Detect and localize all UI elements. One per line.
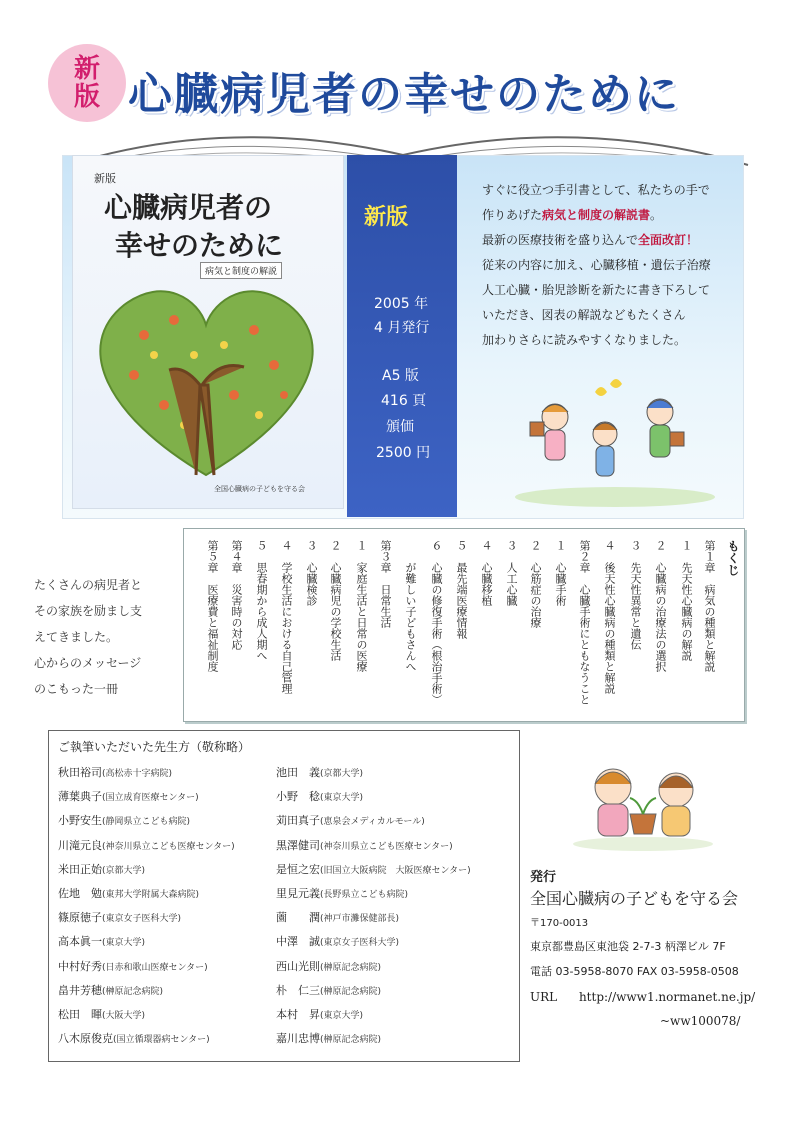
message-line-5: のこもった一冊 [34,682,119,696]
author-name: 小野 稔 [276,790,320,804]
description-line-6: いただき、図表の解説などもたくさん [482,308,686,322]
description-text: 最新の医療技術を盛り込んで [482,233,639,247]
description-line-2 [482,206,662,223]
author-affiliation: (国立循環器病センター) [113,1035,210,1046]
author-name: 佐地 勉 [58,887,102,900]
authors-title: ご執筆いただいた先生方（敬称略） [58,740,251,754]
release-month: 4 月発行 [374,320,430,336]
author-name: 苅田真子 [276,814,320,828]
author-row [276,982,381,998]
author-name: 川滝元良 [58,838,102,852]
description-text: 作りあげた [482,208,543,222]
author-affiliation: (東京女子医科大学) [102,914,182,925]
message-line-1: たくさんの病児者と [34,578,143,592]
author-row [58,982,163,998]
author-name: 西山光則 [276,959,320,973]
toc-item: １ 家庭生活と日常の医療 [355,540,368,672]
author-row [58,933,145,949]
author-affiliation: (長野県立こども病院) [320,890,409,900]
author-affiliation: (恵泉会メディカルモール) [320,817,425,828]
url-link[interactable]: http://www1.normanet.ne.jp/ [578,990,756,1004]
toc-item: ５ 思春期から成人期へ [255,540,268,661]
author-row [276,958,381,974]
author-row [58,788,199,804]
author-name: 小野安生 [58,814,102,828]
author-name: 高本眞一 [58,935,102,949]
children-with-plant-illustration [568,752,718,852]
badge-char-1: 新 [73,54,100,84]
toc-chapter: 第４章 災害時の対応 [230,540,243,650]
author-affiliation: (東京大学) [102,938,146,949]
author-affiliation: (大阪大学) [102,1011,146,1021]
page-title: 心臓病児者の幸せのために [128,69,680,120]
author-affiliation: (神戸市灘保健部長) [320,914,400,925]
author-row [276,1030,381,1046]
toc-chapter: 第５章 医療費と福祉制度 [206,540,219,672]
description-line-1: すぐに役立つ手引書として、私たちの手で [482,183,710,197]
author-affiliation: (高松赤十字病院) [102,769,173,779]
author-name: 松田 暉 [58,1008,102,1021]
author-affiliation: (日赤和歌山医療センター) [102,962,208,973]
author-row [58,958,208,974]
description-line-3 [482,231,698,248]
author-row [58,812,190,828]
author-affiliation: (東邦大学附属大森病院) [102,890,200,900]
author-row [276,909,399,925]
message-line-4: 心からのメッセージ [34,656,142,670]
cover-title-line2: 幸せのために [115,229,284,262]
description-highlight: 全面改訂！ [638,233,699,247]
publisher-name: 全国心臓病の子どもを守る会 [530,889,739,908]
author-row [58,764,172,780]
address: 東京都豊島区東池袋 2-7-3 柄澤ビル 7F [530,940,726,953]
url-line [530,990,755,1004]
toc-chapter: 第３章 日常生活 [379,540,392,628]
author-name: 黒澤健司 [276,838,320,852]
message-line-3: えてきました。 [34,630,119,644]
author-name: 米田正始 [58,862,102,876]
price: 2500 円 [376,445,431,461]
author-affiliation: (榊原記念病院) [320,1035,382,1046]
author-affiliation: (京都大学) [102,865,146,876]
author-name: 八木原俊克 [58,1032,113,1046]
author-name: 薄葉典子 [58,790,102,804]
publisher-label: 発行 [530,870,557,885]
toc-item: ２ 心筋症の治療 [529,540,542,628]
author-row [276,861,471,877]
author-name: 里見元義 [276,887,320,900]
toc-item: ６ 心臓の修復手術（根治手術） [430,540,443,705]
author-row [276,933,399,949]
price-label: 頒価 [386,419,414,435]
author-name: 薗 潤 [276,911,320,925]
toc-item: ２ 心臓病児の学校生活 [329,540,342,661]
url-label: URL [530,990,558,1004]
toc-item: １ 先天性心臓病の解説 [680,540,693,661]
book-format: A5 版 [382,368,419,384]
description-line-7: 加わりさらに読みやすくなりました。 [482,333,687,347]
toc-item: １ 心臓手術 [554,540,567,606]
description-line-4: 従来の内容に加え、心臓移植・遺伝子治療 [482,258,711,272]
description-line-5: 人工心臓・胎児診断を新たに書き下ろして [482,283,711,297]
author-affiliation: (神奈川県立こども医療センター) [320,841,453,852]
toc-item: ４ 心臓移植 [480,540,493,606]
author-affiliation: (旧国立大阪病院 大阪医療センター) [320,865,471,876]
author-row [276,885,408,901]
toc-item: ３ 人工心臓 [505,540,518,606]
toc-item: ４ 学校生活における自己管理 [280,540,293,694]
toc-title: もくじ [726,540,740,576]
toc-item: ３ 先天性異常と遺伝 [629,540,642,650]
author-name: 秋田裕司 [58,766,102,779]
toc-item: ５ 最先端医療情報 [455,540,468,639]
toc-item: が難しい子どもさんへ [404,540,417,672]
author-name: 畠井芳穂 [58,983,102,997]
author-row [276,788,363,804]
badge-char-2: 版 [73,82,100,112]
author-row [58,909,181,925]
author-affiliation: (東京大学) [320,1011,364,1021]
author-name: 本村 昇 [276,1008,320,1021]
author-affiliation: (東京大学) [320,793,364,804]
release-year: 2005 年 [374,296,429,312]
author-name: 朴 仁三 [276,983,320,997]
author-affiliation: (神奈川県立こども医療センター) [102,841,235,852]
spine-edition-label: 新版 [364,205,409,230]
cover-title-line1: 心臓病児者の [104,191,273,224]
author-affiliation: (静岡県立こども病院) [102,817,191,828]
author-name: 嘉川忠博 [276,1032,320,1046]
children-illustration [510,372,720,507]
author-row [276,764,363,780]
author-row [58,885,199,901]
cover-edition-label: 新版 [94,172,116,185]
heart-tree-illustration [84,275,329,480]
message-line-2: その家族を励まし支 [34,604,143,618]
toc-item: ３ 心臓検診 [305,540,318,606]
url-link-continued[interactable]: ~ww100078/ [660,1014,741,1028]
toc-item: ２ 心臓病の治療法の選択 [654,540,667,672]
author-name: 中村好秀 [58,959,102,973]
author-row [276,1006,363,1022]
toc-item: ４ 後天性心臓病の種類と解説 [603,540,616,694]
author-name: 是恒之宏 [276,862,320,876]
author-row [58,1006,145,1022]
author-affiliation: (榊原記念病院) [320,986,382,997]
author-row [58,1030,210,1046]
toc-chapter: 第１章 病気の種類と解説 [703,540,716,672]
author-row [58,837,235,853]
description-highlight: 病気と制度の解説書 [542,208,651,222]
author-name: 中澤 誠 [276,935,320,949]
toc-chapter: 第２章 心臓手術にともなうこと [578,540,591,705]
author-row [276,812,425,828]
phone-fax: 電話 03-5958-8070 FAX 03-5958-0508 [530,965,739,978]
author-affiliation: (東京女子医科大学) [320,938,400,949]
cover-subtitle: 病気と制度の解説 [200,262,282,279]
postal-code: 〒170-0013 [530,918,589,929]
page-count: 416 頁 [381,393,427,409]
author-affiliation: (榊原記念病院) [320,962,382,973]
description-text: 。 [650,208,663,222]
author-affiliation: (国立成育医療センター) [102,793,199,804]
author-row [58,861,145,877]
author-affiliation: (京都大学) [320,769,364,779]
author-row [276,837,453,853]
author-name: 池田 義 [276,766,320,779]
author-affiliation: (榊原記念病院) [102,986,164,997]
author-name: 篠原徳子 [58,911,102,925]
cover-publisher: 全国心臓病の子どもを守る会 [214,485,305,493]
